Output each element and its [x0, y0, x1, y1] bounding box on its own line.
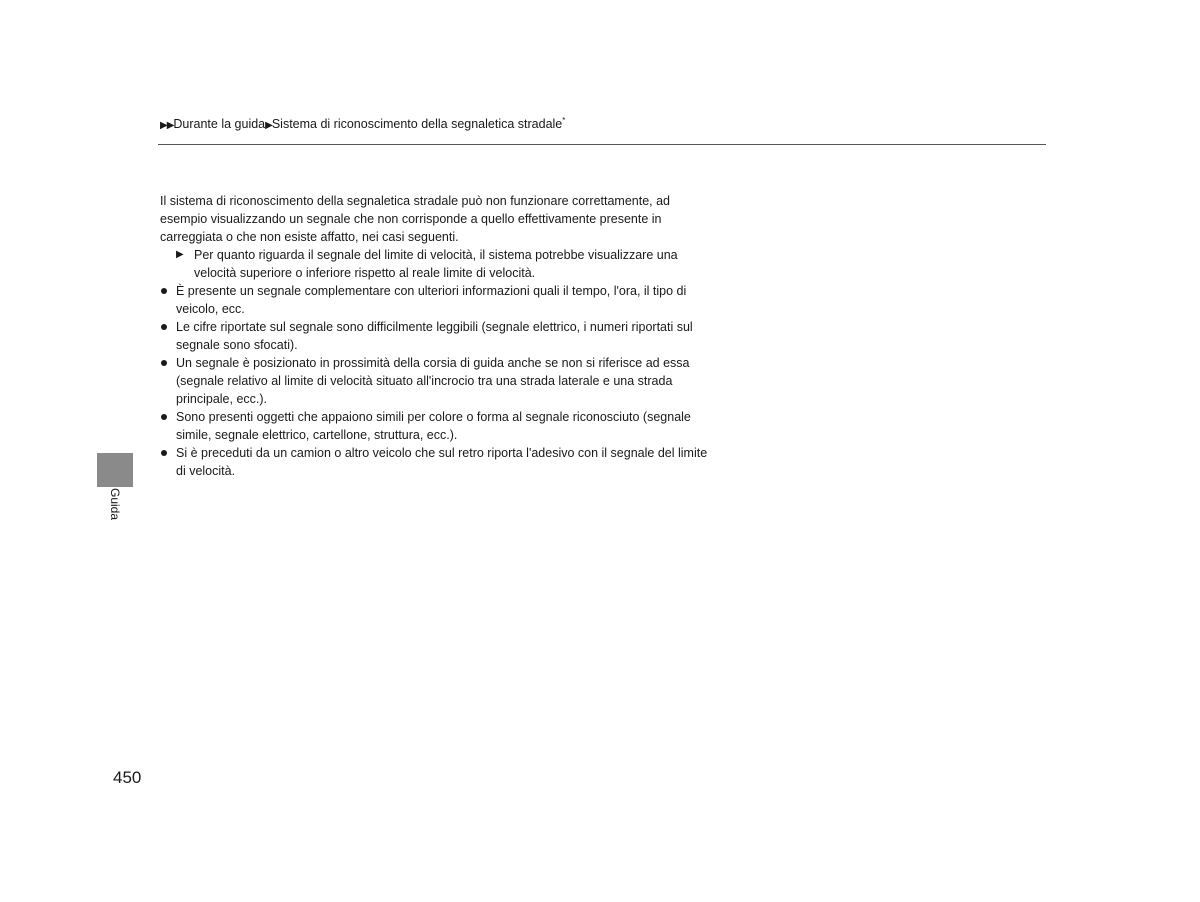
bullet-icon	[161, 288, 167, 294]
speed-limit-note	[160, 246, 720, 282]
section-label: Guida	[108, 488, 122, 521]
list-item	[160, 282, 720, 318]
note-triangle-icon: ▶	[176, 249, 184, 260]
list-item-text: Sono presenti oggetti che appaiono simili per colore o forma al segnale riconosciuto (segnale simile, segnale elettrico, cartellone, struttura, ecc.).	[176, 410, 691, 442]
breadcrumb-item-traffic-sign-recognition: Sistema di riconoscimento della segnaletica stradale	[271, 117, 563, 131]
triangle-separator-icon: ▶	[265, 120, 272, 131]
list-item-text: È presente un segnale complementare con ulteriori informazioni quali il tempo, l'ora, il tipo di veicolo, ecc.	[176, 284, 687, 316]
conditions-list	[160, 282, 720, 480]
intro-paragraph: Il sistema di riconoscimento della segnaletica stradale può non funzionare correttamente, ad esempio visualizzando un segnale che non corrisponde a quello effettivamente presente in carreggiata o che non esiste affatto, nei casi seguenti.	[160, 194, 671, 244]
section-tab-marker	[97, 453, 133, 487]
list-item	[160, 444, 720, 480]
list-item-text: Un segnale è posizionato in prossimità della corsia di guida anche se non si riferisce ad essa (segnale relativo al limite di velocità situato all'incrocio tra una strada laterale e una strada principale, ecc.).	[176, 356, 690, 406]
bullet-icon	[161, 324, 167, 330]
note-text: Per quanto riguarda il segnale del limite di velocità, il sistema potrebbe visualizzare una velocità superiore o inferiore rispetto al reale limite di velocità.	[194, 248, 678, 280]
list-item	[160, 318, 720, 354]
breadcrumb	[160, 116, 565, 134]
list-item-text: Le cifre riportate sul segnale sono difficilmente leggibili (segnale elettrico, i numeri riportati sul segnale sono sfocati).	[176, 320, 693, 352]
double-triangle-icon: ▶▶	[160, 120, 174, 131]
page-number: 450	[113, 768, 142, 787]
list-item	[160, 354, 720, 408]
list-item	[160, 408, 720, 444]
bullet-icon	[161, 450, 167, 456]
asterisk-mark: *	[562, 115, 566, 125]
bullet-icon	[161, 360, 167, 366]
list-item-text: Si è preceduti da un camion o altro veicolo che sul retro riporta l'adesivo con il segnale del limite di velocità.	[176, 446, 708, 478]
breadcrumb-item-driving: Durante la guida	[173, 117, 266, 131]
header-divider	[158, 144, 1046, 145]
bullet-icon	[161, 414, 167, 420]
main-content	[160, 192, 720, 480]
